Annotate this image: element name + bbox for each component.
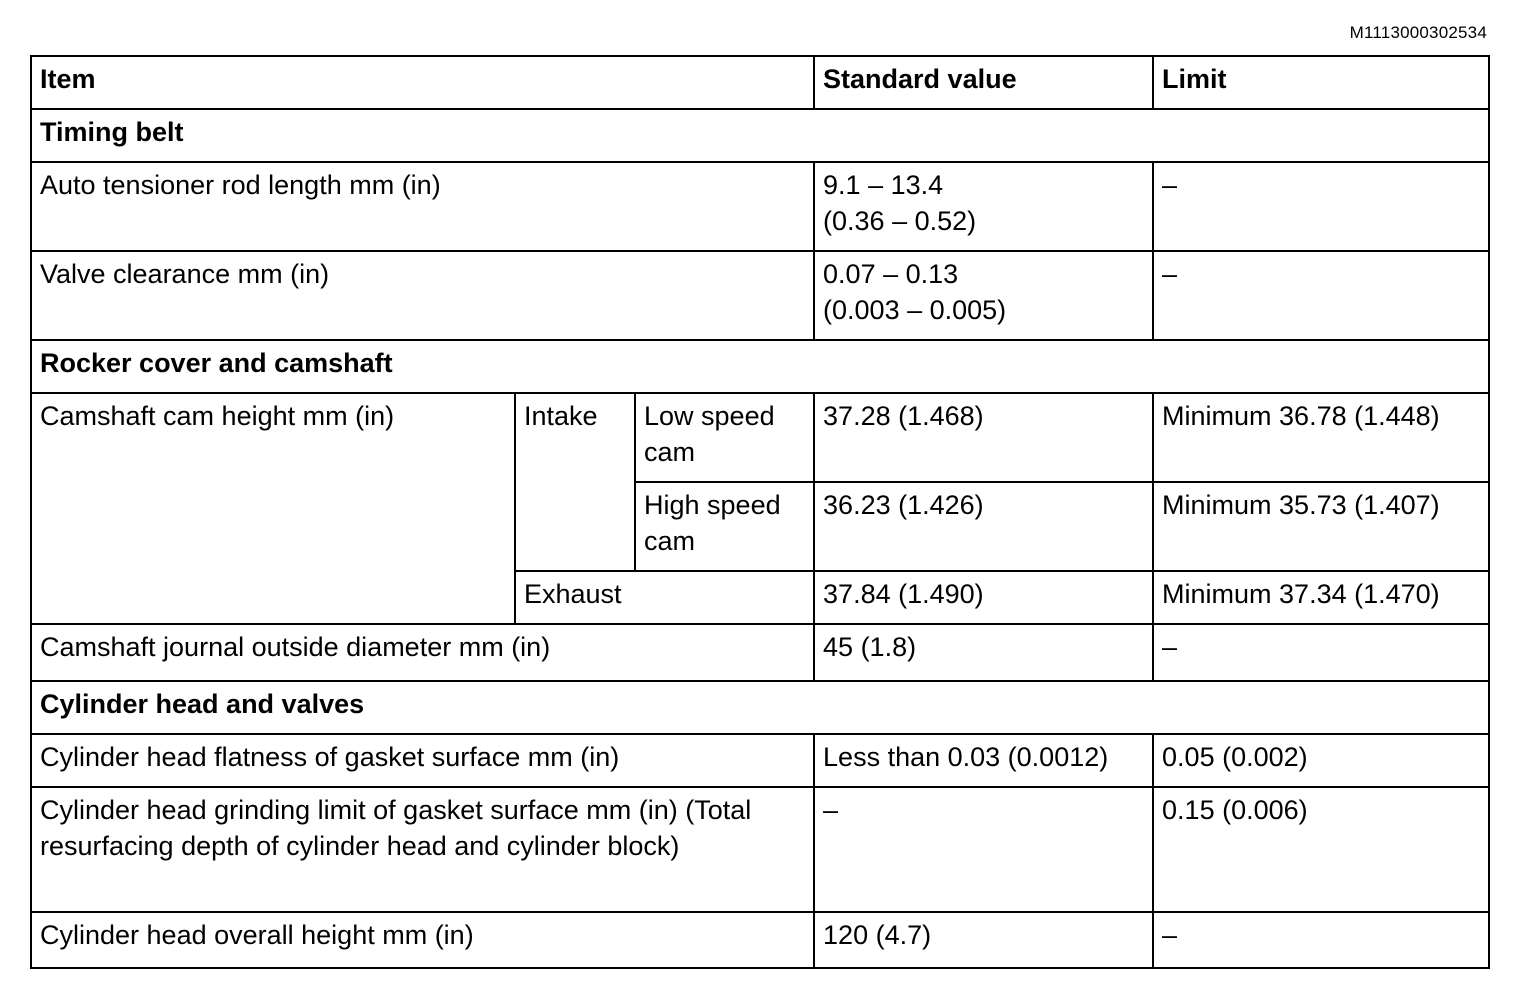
standard-cell xyxy=(814,251,1153,340)
item-cell: Cylinder head flatness of gasket surface mm (in) xyxy=(31,734,814,787)
table-row xyxy=(31,162,1489,251)
section-row xyxy=(31,340,1489,393)
standard-cell: 36.23 (1.426) xyxy=(814,482,1153,571)
header-item: Item xyxy=(31,56,814,109)
header-standard-value: Standard value xyxy=(814,56,1153,109)
item-cell: Auto tensioner rod length mm (in) xyxy=(31,162,814,251)
standard-line: (0.36 – 0.52) xyxy=(823,206,977,236)
limit-cell: 0.05 (0.002) xyxy=(1153,734,1489,787)
item-cell: Camshaft journal outside diameter mm (in) xyxy=(31,624,814,681)
table-row xyxy=(31,787,1489,912)
high-speed-cam-cell: High speed cam xyxy=(635,482,814,571)
standard-cell: 37.28 (1.468) xyxy=(814,393,1153,482)
standard-cell: 37.84 (1.490) xyxy=(814,571,1153,624)
table-row xyxy=(31,624,1489,681)
document-id: M1113000302534 xyxy=(1349,23,1487,42)
exhaust-cell: Exhaust xyxy=(515,571,814,624)
table-row xyxy=(31,251,1489,340)
standard-cell: 120 (4.7) xyxy=(814,912,1153,968)
item-cell: Valve clearance mm (in) xyxy=(31,251,814,340)
standard-line: 0.07 – 0.13 xyxy=(823,259,959,289)
standard-cell: – xyxy=(814,787,1153,912)
specification-table xyxy=(30,55,1490,969)
limit-cell: – xyxy=(1153,162,1489,251)
limit-cell: – xyxy=(1153,912,1489,968)
section-row xyxy=(31,109,1489,162)
standard-cell xyxy=(814,162,1153,251)
header-limit: Limit xyxy=(1153,56,1489,109)
section-row xyxy=(31,681,1489,734)
section-title-rocker-cover: Rocker cover and camshaft xyxy=(31,340,1489,393)
table-row xyxy=(31,912,1489,968)
low-speed-cam-cell: Low speed cam xyxy=(635,393,814,482)
standard-line: (0.003 – 0.005) xyxy=(823,295,1007,325)
intake-cell: Intake xyxy=(515,393,635,571)
limit-cell: – xyxy=(1153,251,1489,340)
limit-cell: Minimum 35.73 (1.407) xyxy=(1153,482,1489,571)
header-row xyxy=(31,56,1489,109)
item-cell-cam-height: Camshaft cam height mm (in) xyxy=(31,393,515,624)
section-title-timing-belt: Timing belt xyxy=(31,109,1489,162)
limit-cell: Minimum 36.78 (1.448) xyxy=(1153,393,1489,482)
standard-cell: Less than 0.03 (0.0012) xyxy=(814,734,1153,787)
table-row xyxy=(31,734,1489,787)
item-cell: Cylinder head overall height mm (in) xyxy=(31,912,814,968)
item-cell: Cylinder head grinding limit of gasket surface mm (in) (Total resurfacing depth of cylinder head and cylinder block) xyxy=(31,787,814,912)
limit-cell: 0.15 (0.006) xyxy=(1153,787,1489,912)
standard-cell: 45 (1.8) xyxy=(814,624,1153,681)
table-row xyxy=(31,393,1489,482)
standard-line: 9.1 – 13.4 xyxy=(823,170,944,200)
limit-cell: Minimum 37.34 (1.470) xyxy=(1153,571,1489,624)
limit-cell: – xyxy=(1153,624,1489,681)
section-title-cylinder-head: Cylinder head and valves xyxy=(31,681,1489,734)
